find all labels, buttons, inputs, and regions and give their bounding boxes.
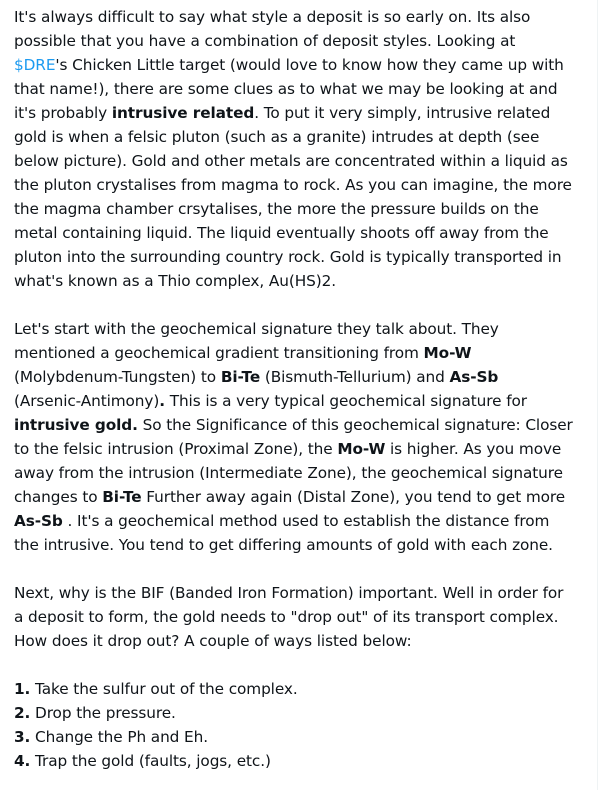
text-line [14,269,586,293]
text-segment: the pluton crystalises from magma to rock. As you can imagine, the more [14,176,572,194]
bold-text: Mo-W [423,344,472,362]
post-paragraph [14,5,586,293]
text-segment: Further away again (Distal Zone), you tend to get more [141,488,566,506]
bold-text: 4. [14,752,31,770]
text-line [14,605,586,629]
text-line [14,485,586,509]
bold-text: As-Sb [14,512,63,530]
text-segment: gold is when a felsic pluton (such as a granite) intrudes at depth (see [14,128,540,146]
text-segment: Trap the gold (faults, jogs, etc.) [30,752,271,770]
text-segment: Next, why is the BIF (Banded Iron Formation) important. Well in order for [14,584,564,602]
text-segment: a deposit to form, the gold needs to "drop out" of its transport complex. [14,608,559,626]
text-segment: mentioned a geochemical gradient transitioning from [14,344,424,362]
text-segment: So the Significance of this geochemical signature: Closer [137,416,573,434]
text-segment: Change the Ph and Eh. [30,728,208,746]
bold-text: Bi-Te [220,368,261,386]
bold-text: 1. [14,680,31,698]
text-line [14,53,586,77]
text-segment: (Molybdenum-Tungsten) to [14,368,221,386]
text-segment: away from the intrusion (Intermediate Zone), the geochemical signature [14,464,563,482]
text-segment: the magma chamber crsytalises, the more the pressure builds on the [14,200,539,218]
text-line [14,5,586,29]
text-line [14,725,586,749]
text-segment: the intrusive. You tend to get differing amounts of gold with each zone. [14,536,553,554]
text-segment: it's probably [14,104,112,122]
text-line [14,101,586,125]
text-segment: It's always difficult to say what style a deposit is so early on. Its also [14,8,531,26]
text-line [14,125,586,149]
text-segment: Let's start with the geochemical signature they talk about. They [14,320,499,338]
text-line [14,77,586,101]
text-line [14,437,586,461]
text-line [14,389,586,413]
text-segment: Drop the pressure. [30,704,176,722]
text-segment: . To put it very simply, intrusive related [254,104,551,122]
text-line [14,509,586,533]
text-segment: 's Chicken Little target (would love to know how they came up with [55,56,564,74]
text-line [14,197,586,221]
text-line [14,341,586,365]
text-line [14,29,586,53]
text-segment: (Arsenic-Antimony) [14,392,160,410]
text-segment: is higher. As you move [385,440,562,458]
text-line [14,221,586,245]
text-segment: to the felsic intrusion (Proximal Zone), the [14,440,338,458]
text-segment: possible that you have a combination of deposit styles. Looking at [14,32,516,50]
bold-text: Bi-Te [102,488,142,506]
text-line [14,173,586,197]
text-segment: (Bismuth-Tellurium) and [260,368,450,386]
text-segment: Take the sulfur out of the complex. [30,680,298,698]
text-line [14,581,586,605]
text-line [14,317,586,341]
text-line [14,365,586,389]
text-segment: changes to [14,488,103,506]
post-body-text [14,5,586,773]
cashtag-link[interactable]: $DRE [14,56,56,74]
text-line [14,533,586,557]
text-segment: pluton into the surrounding country rock. Gold is typically transported in [14,248,562,266]
text-line [14,701,586,725]
bold-text: intrusive gold. [14,416,138,434]
text-line [14,149,586,173]
bold-text: As-Sb [449,368,499,386]
text-segment: metal containing liquid. The liquid eventually shoots off away from the [14,224,549,242]
text-line [14,749,586,773]
bold-text: intrusive related [111,104,255,122]
text-line [14,461,586,485]
text-segment: This is a very typical geochemical signature for [164,392,527,410]
text-line [14,677,586,701]
text-line [14,413,586,437]
bold-text: Mo-W [337,440,386,458]
text-segment: that name!), there are some clues as to what we may be looking at and [14,80,558,98]
post-paragraph [14,581,586,653]
text-segment: How does it drop out? A couple of ways listed below: [14,632,412,650]
text-segment: what's known as a Thio complex, Au(HS)2. [14,272,337,290]
text-line [14,629,586,653]
column-divider [597,0,598,790]
text-segment: . It's a geochemical method used to establish the distance from [62,512,550,530]
post-paragraph [14,317,586,557]
post-paragraph [14,677,586,773]
text-segment: below picture). Gold and other metals are concentrated within a liquid as [14,152,568,170]
bold-text: . [159,392,165,410]
bold-text: 2. [14,704,31,722]
text-line [14,245,586,269]
bold-text: 3. [14,728,31,746]
